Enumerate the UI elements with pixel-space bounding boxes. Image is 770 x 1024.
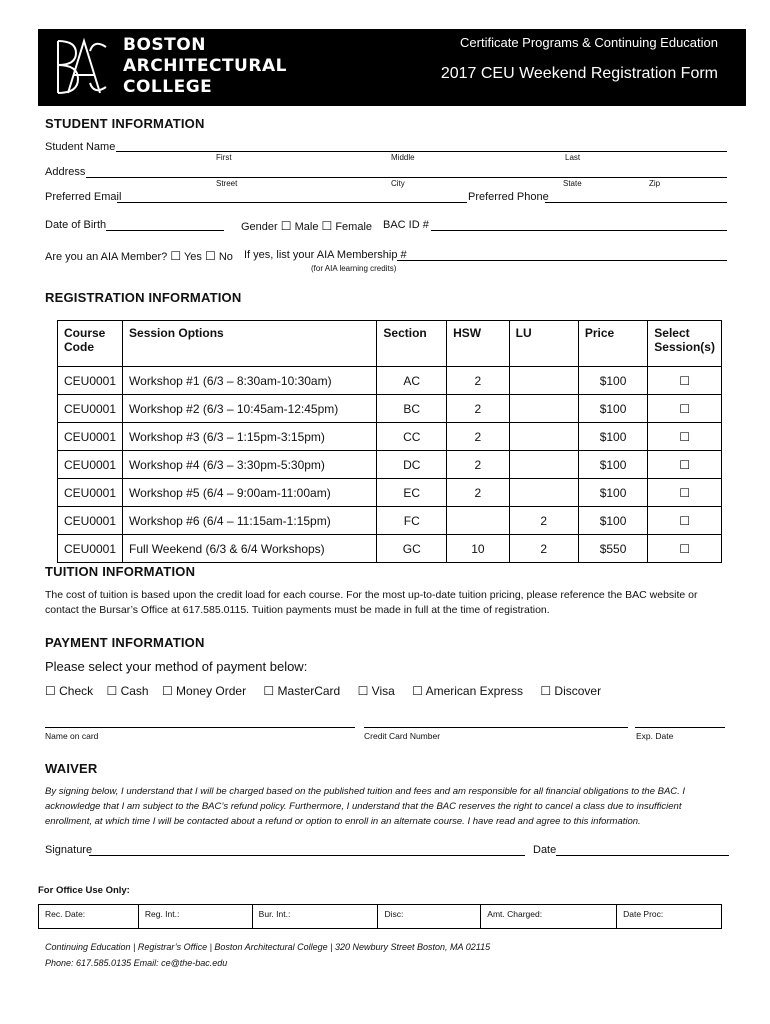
exp-date-label: Exp. Date [636, 731, 674, 741]
section-code: AC [377, 367, 447, 395]
table-row [58, 367, 722, 395]
middle-sublabel: Middle [391, 153, 415, 162]
disc-cell: Disc: [378, 905, 481, 929]
logo-line: COLLEGE [123, 77, 213, 97]
signature-field[interactable] [89, 855, 525, 856]
check-checkbox[interactable]: ☐ [45, 684, 56, 698]
logo-text [123, 35, 287, 98]
female-checkbox[interactable]: ☐ [321, 219, 333, 233]
section-code: FC [377, 507, 447, 535]
section-code: GC [377, 535, 447, 563]
dob-field[interactable] [106, 230, 224, 231]
waiver-title: WAIVER [45, 761, 98, 776]
header-subtitle: Certificate Programs & Continuing Education [460, 35, 718, 50]
price-value: $100 [578, 367, 647, 395]
lu-value [509, 423, 578, 451]
rec-date-cell: Rec. Date: [39, 905, 139, 929]
session-option: Workshop #6 (6/4 – 11:15am-1:15pm) [123, 507, 377, 535]
zip-sublabel: Zip [649, 179, 661, 188]
student-name-field[interactable] [116, 151, 727, 152]
student-name-label: Student Name [45, 141, 116, 153]
hsw-value: 10 [447, 535, 510, 563]
address-field[interactable] [86, 177, 727, 178]
course-code: CEU0001 [58, 367, 123, 395]
table-row [58, 395, 722, 423]
address-label: Address [45, 166, 86, 178]
name-on-card-field[interactable] [45, 727, 355, 728]
select-session-checkbox[interactable]: ☐ [648, 423, 722, 451]
office-use-table [38, 904, 722, 929]
aia-label: Are you an AIA Member? [45, 251, 168, 263]
lu-value [509, 395, 578, 423]
course-code: CEU0001 [58, 507, 123, 535]
office-use-title: For Office Use Only: [38, 885, 130, 896]
student-info-title: STUDENT INFORMATION [45, 116, 205, 131]
course-code: CEU0001 [58, 451, 123, 479]
course-code: CEU0001 [58, 479, 123, 507]
section-code: BC [377, 395, 447, 423]
footer-contact: Phone: 617.585.0135 Email: ce@the-bac.edu [45, 958, 228, 968]
session-option: Workshop #5 (6/4 – 9:00am-11:00am) [123, 479, 377, 507]
aia-yes-checkbox[interactable]: ☐ [170, 249, 182, 263]
aia-yes-label: Yes [183, 251, 202, 263]
aia-no-checkbox[interactable]: ☐ [205, 249, 216, 263]
hsw-value: 2 [447, 367, 510, 395]
price-value: $100 [578, 479, 647, 507]
lu-value [509, 479, 578, 507]
male-checkbox[interactable]: ☐ [280, 219, 292, 233]
payment-method-label: Visa [371, 684, 395, 698]
col-price: Price [578, 321, 647, 367]
col-hsw: HSW [447, 321, 510, 367]
payment-method-label: Money Order [176, 684, 247, 698]
table-row [58, 451, 722, 479]
phone-label: Preferred Phone [468, 191, 549, 203]
street-sublabel: Street [216, 179, 238, 188]
amex-checkbox[interactable]: ☐ [412, 684, 423, 698]
email-field[interactable] [117, 202, 467, 203]
card-number-field[interactable] [364, 727, 628, 728]
payment-methods [45, 684, 601, 698]
registration-info-title: REGISTRATION INFORMATION [45, 290, 242, 305]
aia-membership-field[interactable] [397, 260, 727, 261]
select-session-checkbox[interactable]: ☐ [648, 535, 722, 563]
section-code: EC [377, 479, 447, 507]
bacid-field[interactable] [431, 230, 727, 231]
signature-label: Signature [45, 844, 93, 856]
cash-checkbox[interactable]: ☐ [106, 684, 118, 698]
select-session-checkbox[interactable]: ☐ [648, 479, 722, 507]
bur-int-cell: Bur. Int.: [252, 905, 378, 929]
table-row [39, 905, 722, 929]
lu-value [509, 451, 578, 479]
last-sublabel: Last [565, 153, 581, 162]
bacid-label: BAC ID # [383, 219, 429, 231]
visa-checkbox[interactable]: ☐ [357, 684, 369, 698]
gender-label [241, 219, 372, 233]
mastercard-checkbox[interactable]: ☐ [263, 684, 275, 698]
hsw-value: 2 [447, 423, 510, 451]
hsw-value: 2 [447, 479, 510, 507]
hsw-value: 2 [447, 395, 510, 423]
money-order-checkbox[interactable]: ☐ [161, 684, 173, 698]
city-sublabel: City [391, 179, 405, 188]
lu-value [509, 367, 578, 395]
male-label: Male [294, 221, 319, 233]
table-row [58, 423, 722, 451]
logo-line: ARCHITECTURAL [123, 56, 287, 76]
aia-member-row [45, 249, 233, 263]
first-sublabel: First [216, 153, 232, 162]
gender-text: Gender [241, 221, 278, 233]
card-number-label: Credit Card Number [364, 731, 441, 741]
session-option: Full Weekend (6/3 & 6/4 Workshops) [123, 535, 377, 563]
aia-no-label: No [218, 251, 233, 263]
select-session-checkbox[interactable]: ☐ [648, 367, 722, 395]
payment-method-label: Cash [120, 684, 149, 698]
bac-logo-icon [54, 37, 108, 97]
course-code: CEU0001 [58, 423, 123, 451]
session-option: Workshop #2 (6/3 – 10:45am-12:45pm) [123, 395, 377, 423]
phone-field[interactable] [545, 202, 727, 203]
payment-prompt: Please select your method of payment below: [45, 659, 308, 674]
hsw-value: 2 [447, 451, 510, 479]
tuition-text: The cost of tuition is based upon the credit load for each course. For the most up-to-date tuition pricing, please reference the BAC website or contact the Bursar’s Office at 617.585.0115. Tuition payments must be made in full at the time of registration. [45, 589, 698, 616]
logo-line: BOSTON [123, 35, 206, 55]
payment-info-title: PAYMENT INFORMATION [45, 635, 205, 650]
session-option: Workshop #4 (6/3 – 3:30pm-5:30pm) [123, 451, 377, 479]
registration-table [57, 320, 722, 563]
course-code: CEU0001 [58, 535, 123, 563]
aia-list-label: If yes, list your AIA Membership # [244, 249, 407, 261]
table-row [58, 479, 722, 507]
col-session-options: Session Options [123, 321, 377, 367]
exp-date-field[interactable] [635, 727, 725, 728]
payment-method-label: American Express [425, 684, 523, 698]
col-select-sessions: Select Session(s) [648, 321, 722, 367]
price-value: $100 [578, 507, 647, 535]
form-header [38, 29, 746, 106]
state-sublabel: State [563, 179, 582, 188]
select-session-checkbox[interactable]: ☐ [648, 451, 722, 479]
hsw-value [447, 507, 510, 535]
table-row [58, 507, 722, 535]
tuition-info-title: TUITION INFORMATION [45, 564, 196, 579]
price-value: $100 [578, 423, 647, 451]
date-proc-cell: Date Proc: [617, 905, 722, 929]
amt-charged-cell: Amt. Charged: [481, 905, 617, 929]
payment-method-label: MasterCard [277, 684, 341, 698]
price-value: $550 [578, 535, 647, 563]
course-code: CEU0001 [58, 395, 123, 423]
section-code: CC [377, 423, 447, 451]
waiver-text: By signing below, I understand that I will be charged based on the published tuition and fees and am responsible for all financial obligations to the BAC. I acknowledge that I am subject to the BAC’s refund policy. Furthermore, I understand that the BAC reserves the right to cancel a class due to insufficient enrollment, at which time I will be contacted about a refund or option to enroll in an alternate course. I have read and agree to this information. [45, 786, 686, 827]
payment-method-label: Discover [554, 684, 602, 698]
discover-checkbox[interactable]: ☐ [540, 684, 552, 698]
female-label: Female [335, 221, 373, 233]
date-field[interactable] [556, 855, 729, 856]
reg-int-cell: Reg. Int.: [138, 905, 252, 929]
footer-address: Continuing Education | Registrar’s Office | Boston Architectural College | 320 Newbury Street Boston, MA 02115 [45, 942, 491, 952]
dob-label: Date of Birth [45, 219, 107, 231]
table-row [58, 535, 722, 563]
select-session-checkbox[interactable]: ☐ [648, 395, 722, 423]
session-option: Workshop #1 (6/3 – 8:30am-10:30am) [123, 367, 377, 395]
col-course-code: Course Code [58, 321, 123, 367]
lu-value: 2 [509, 535, 578, 563]
aia-note: (for AIA learning credits) [311, 264, 397, 273]
col-lu: LU [509, 321, 578, 367]
select-session-checkbox[interactable]: ☐ [648, 507, 722, 535]
date-label: Date [533, 844, 557, 856]
form-title: 2017 CEU Weekend Registration Form [440, 65, 718, 82]
payment-method-label: Check [59, 684, 94, 698]
table-header-row [58, 321, 722, 367]
col-section: Section [377, 321, 447, 367]
name-on-card-label: Name on card [45, 731, 99, 741]
session-option: Workshop #3 (6/3 – 1:15pm-3:15pm) [123, 423, 377, 451]
lu-value: 2 [509, 507, 578, 535]
email-label: Preferred Email [45, 191, 122, 203]
price-value: $100 [578, 451, 647, 479]
price-value: $100 [578, 395, 647, 423]
section-code: DC [377, 451, 447, 479]
